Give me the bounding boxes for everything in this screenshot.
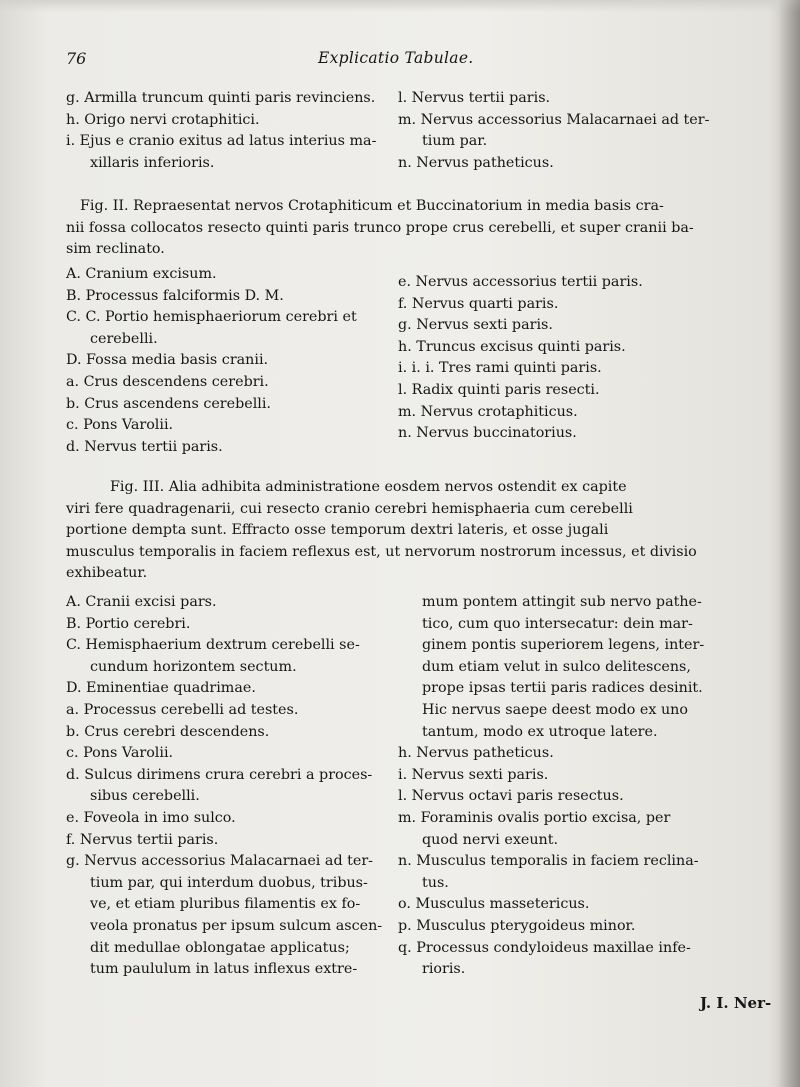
legend-item: f. Nervus tertii paris.: [66, 831, 219, 848]
legend-item: f. Nervus quarti paris.: [398, 295, 559, 312]
legend-item: B. Processus falciformis D. M.: [66, 287, 284, 304]
legend-item: D. Fossa media basis cranii.: [66, 352, 269, 369]
legend-item: l. Radix quinti paris resecti.: [398, 381, 600, 398]
legend-item-continued: rioris.: [422, 961, 466, 978]
fig2-caption: [66, 196, 728, 261]
page-top-shadow: [0, 0, 800, 12]
caption-line: portione dempta sunt. Effracto osse temporum dextri lateris, et osse jugali: [66, 522, 609, 539]
legend-item-continued: ve, et etiam pluribus filamentis ex fo-: [90, 896, 361, 913]
legend-item: C. C. Portio hemisphaeriorum cerebri et: [66, 309, 357, 326]
legend-item-continued: tum paululum in latus inflexus extre-: [90, 961, 358, 978]
legend-item: l. Nervus octavi paris resectus.: [398, 788, 624, 805]
legend-item: i. Ejus e cranio exitus ad latus interius ma-: [66, 133, 377, 150]
legend-item-continued: prope ipsas tertii paris radices desinit.: [422, 680, 703, 697]
legend-item: a. Crus descendens cerebri.: [66, 373, 269, 390]
legend-item-continued: tantum, modo ex utroque latere.: [422, 723, 658, 740]
legend-item-continued: tium par.: [422, 133, 488, 150]
caption-line: sim reclinato.: [66, 241, 165, 258]
legend-item-continued: veola pronatus per ipsum sulcum ascen-: [90, 917, 383, 934]
legend-item-continued: cundum horizontem sectum.: [90, 658, 297, 675]
legend-item: q. Processus condyloideus maxillae infe-: [398, 939, 691, 956]
legend-item: g. Nervus accessorius Malacarnaei ad ter-: [66, 853, 374, 870]
legend-item-continued: ginem pontis superiorem legens, inter-: [422, 637, 705, 654]
legend-item-continued: dit medullae oblongatae applicatus;: [90, 939, 350, 956]
legend-item-continued: quod nervi exeunt.: [422, 831, 559, 848]
legend-item: C. Hemisphaerium dextrum cerebelli se-: [66, 637, 360, 654]
caption-line: exhibeatur.: [66, 565, 148, 582]
legend-item: d. Nervus tertii paris.: [66, 438, 223, 455]
running-head: Explicatio Tabulae.: [318, 49, 474, 67]
legend-item: c. Pons Varolii.: [66, 745, 174, 762]
legend-item: b. Crus ascendens cerebelli.: [66, 395, 271, 412]
legend-item: e. Foveola in imo sulco.: [66, 809, 236, 826]
legend-item: A. Cranium excisum.: [66, 266, 217, 282]
legend-item: p. Musculus pterygoideus minor.: [398, 917, 636, 934]
legend-item: m. Nervus crotaphiticus.: [398, 403, 578, 420]
legend-block-1-left: [66, 88, 386, 174]
fig3-legend-right: [398, 592, 733, 981]
legend-item: A. Cranii excisi pars.: [66, 594, 217, 610]
caption-line: Fig. III. Alia adhibita administratione eosdem nervos ostendit ex capite: [110, 479, 627, 495]
legend-block-1-right: [398, 88, 728, 174]
legend-item: B. Portio cerebri.: [66, 615, 191, 632]
caption-line: nii fossa collocatos resecto quinti paris trunco prope crus cerebelli, et super cranii ba-: [66, 219, 694, 236]
legend-item: n. Musculus temporalis in faciem reclina-: [398, 853, 699, 870]
legend-item: h. Truncus excisus quinti paris.: [398, 338, 626, 355]
page-number: 76: [66, 49, 87, 68]
legend-item: e. Nervus accessorius tertii paris.: [398, 274, 643, 290]
fig2-legend-left: [66, 264, 386, 458]
legend-item-continued: mum pontem attingit sub nervo pathe-: [422, 594, 702, 610]
legend-item-continued: tico, cum quo intersecatur: dein mar-: [422, 615, 693, 632]
legend-item: c. Pons Varolii.: [66, 417, 174, 434]
legend-item: i. i. i. Tres rami quinti paris.: [398, 360, 602, 377]
legend-item: m. Foraminis ovalis portio excisa, per: [398, 809, 671, 826]
legend-item: n. Nervus buccinatorius.: [398, 425, 577, 442]
legend-item-continued: cerebelli.: [90, 330, 158, 347]
caption-line: musculus temporalis in faciem reflexus est, ut nervorum nostrorum incessus, et divisio: [66, 543, 697, 560]
legend-item-continued: tus.: [422, 874, 449, 891]
legend-item: n. Nervus patheticus.: [398, 154, 554, 171]
legend-item: h. Origo nervi crotaphitici.: [66, 111, 260, 128]
catchword: J. I. Ner-: [700, 994, 772, 1012]
fig2-legend-right: [398, 272, 728, 445]
legend-item: i. Nervus sexti paris.: [398, 766, 549, 783]
legend-item-continued: Hic nervus saepe deest modo ex uno: [422, 701, 689, 718]
legend-item: h. Nervus patheticus.: [398, 745, 554, 762]
caption-line: Fig. II. Repraesentat nervos Crotaphiticum et Buccinatorium in media basis cra-: [80, 198, 664, 214]
legend-item: b. Crus cerebri descendens.: [66, 723, 270, 740]
caption-line: viri fere quadragenarii, cui resecto cranio cerebri hemisphaeria cum cerebelli: [66, 500, 633, 517]
legend-item: l. Nervus tertii paris.: [398, 90, 551, 106]
legend-item-continued: tium par, qui interdum duobus, tribus-: [90, 874, 368, 891]
legend-item: m. Nervus accessorius Malacarnaei ad ter-: [398, 111, 710, 128]
legend-item-continued: dum etiam velut in sulco delitescens,: [422, 658, 691, 675]
legend-item: D. Eminentiae quadrimae.: [66, 680, 256, 697]
fig3-caption: [66, 477, 728, 585]
legend-item: g. Nervus sexti paris.: [398, 317, 553, 334]
legend-item: a. Processus cerebelli ad testes.: [66, 701, 299, 718]
fig3-legend-left: [66, 592, 391, 981]
legend-item: g. Armilla truncum quinti paris revinciens.: [66, 90, 376, 106]
page-gutter-shadow: [778, 0, 800, 1087]
legend-item-continued: sibus cerebelli.: [90, 788, 200, 805]
legend-item: d. Sulcus dirimens crura cerebri a proces-: [66, 766, 373, 783]
legend-item-continued: xillaris inferioris.: [90, 154, 215, 171]
legend-item: o. Musculus massetericus.: [398, 896, 590, 913]
